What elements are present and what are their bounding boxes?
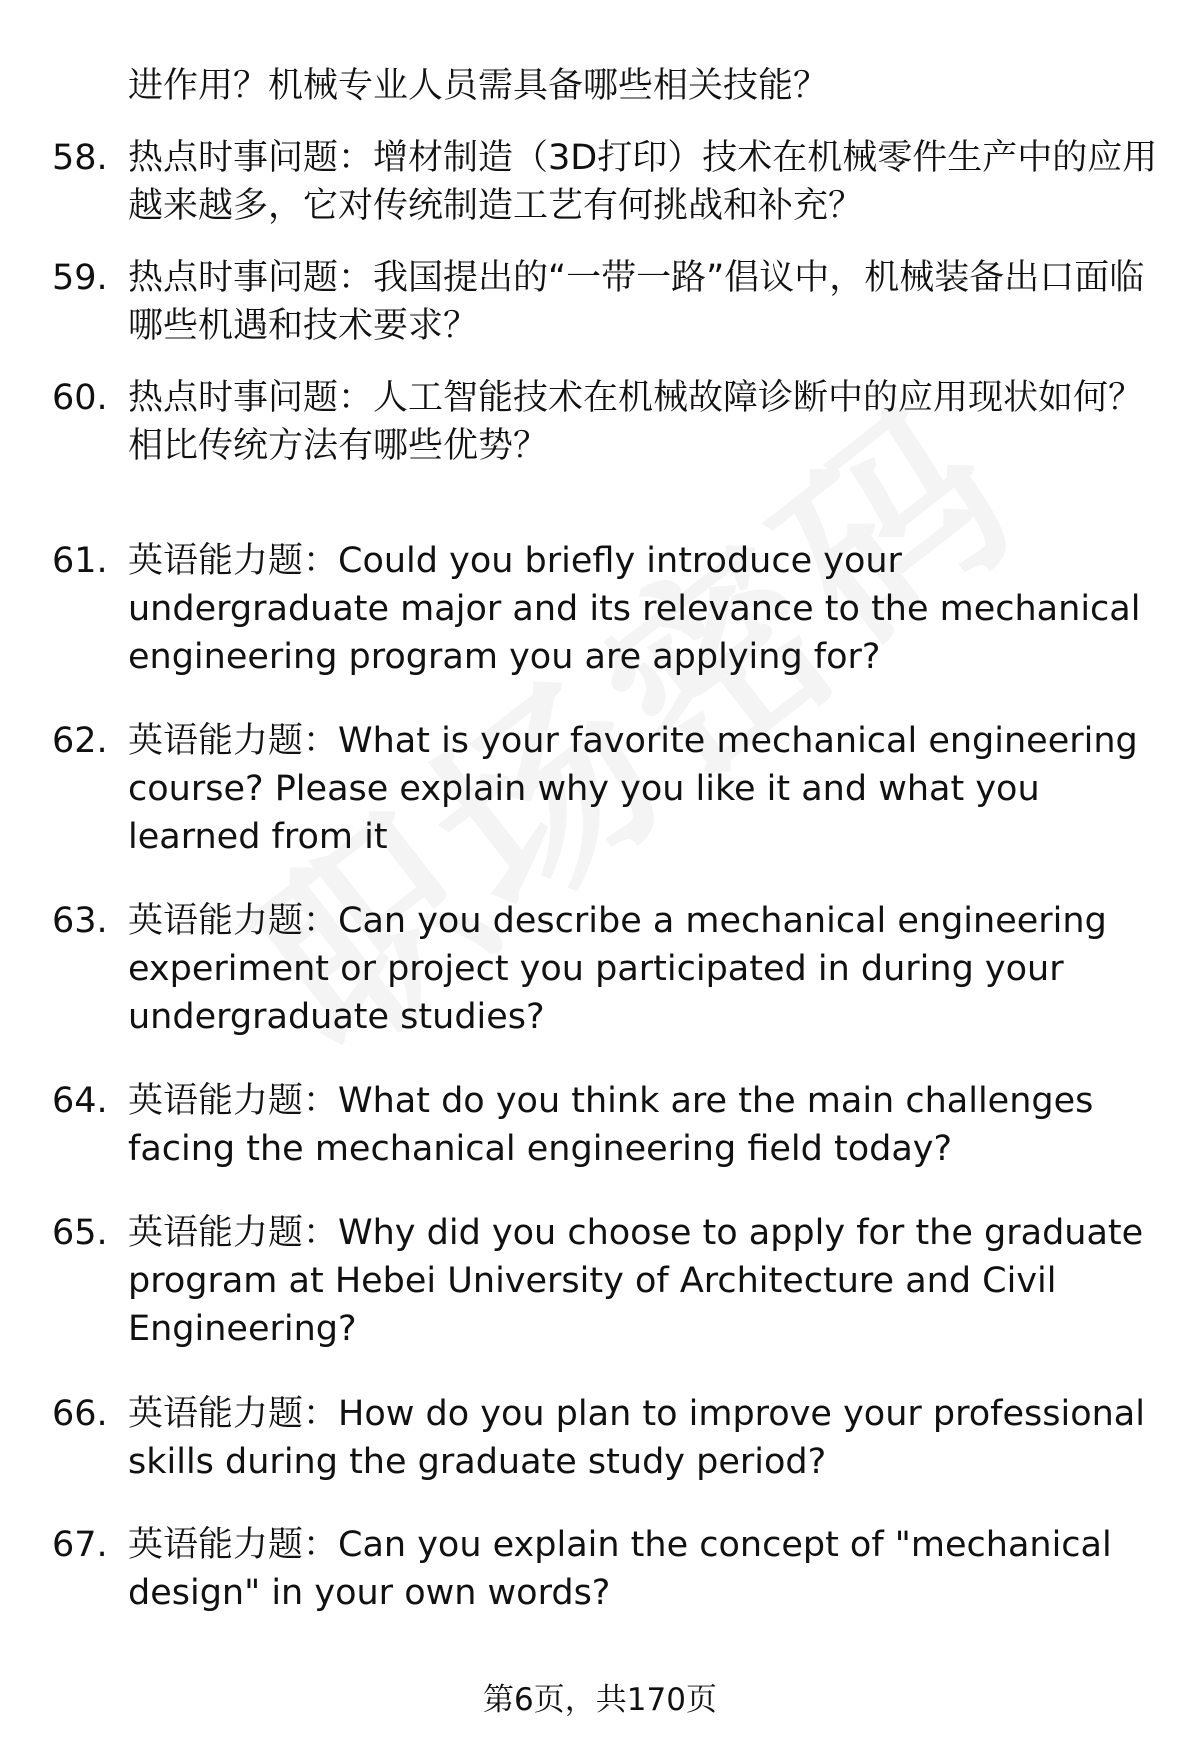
question-number: 61.: [52, 541, 108, 581]
question-text: 英语能力题：Can you explain the concept of "mechanical design" in your own words?: [128, 1525, 1112, 1613]
question-number: 67.: [52, 1525, 108, 1565]
question-number: 64.: [52, 1081, 108, 1121]
question-text: 热点时事问题：增材制造（3D打印）技术在机械零件生产中的应用越来越多，它对传统制造工艺有何挑战和补充？: [128, 138, 1158, 226]
question-number: 63.: [52, 901, 108, 941]
question-text: 英语能力题：Why did you choose to apply for the graduate program at Hebei University of Architecture and Civil Engineering?: [128, 1213, 1144, 1349]
question-text: 热点时事问题：人工智能技术在机械故障诊断中的应用现状如何？相比传统方法有哪些优势？: [128, 378, 1144, 466]
question-number: 58.: [52, 138, 108, 178]
question-number: 66.: [52, 1394, 108, 1434]
question-text: 热点时事问题：我国提出的“一带一路”倡议中，机械装备出口面临哪些机遇和技术要求？: [128, 258, 1145, 346]
question-text: 英语能力题：What do you think are the main challenges facing the mechanical engineering field today?: [128, 1081, 1094, 1169]
question-number: 65.: [52, 1213, 108, 1253]
question-text: 英语能力题：Could you briefly introduce your undergraduate major and its relevance to the mechanical engineering program you are applying for?: [128, 541, 1141, 677]
page-footer: 第6页，共170页: [483, 1682, 717, 1718]
question-number: 59.: [52, 258, 108, 298]
question-number: 62.: [52, 721, 108, 761]
continued-question-text: 进作用？机械专业人员需具备哪些相关技能？: [128, 66, 829, 106]
question-text: 英语能力题：Can you describe a mechanical engineering experiment or project you participated in during your undergraduate studies?: [128, 901, 1107, 1037]
question-text: 英语能力题：What is your favorite mechanical engineering course? Please explain why you like it and what you learned from it: [128, 721, 1138, 857]
question-number: 60.: [52, 378, 108, 418]
question-text: 英语能力题：How do you plan to improve your professional skills during the graduate study period?: [128, 1394, 1145, 1482]
